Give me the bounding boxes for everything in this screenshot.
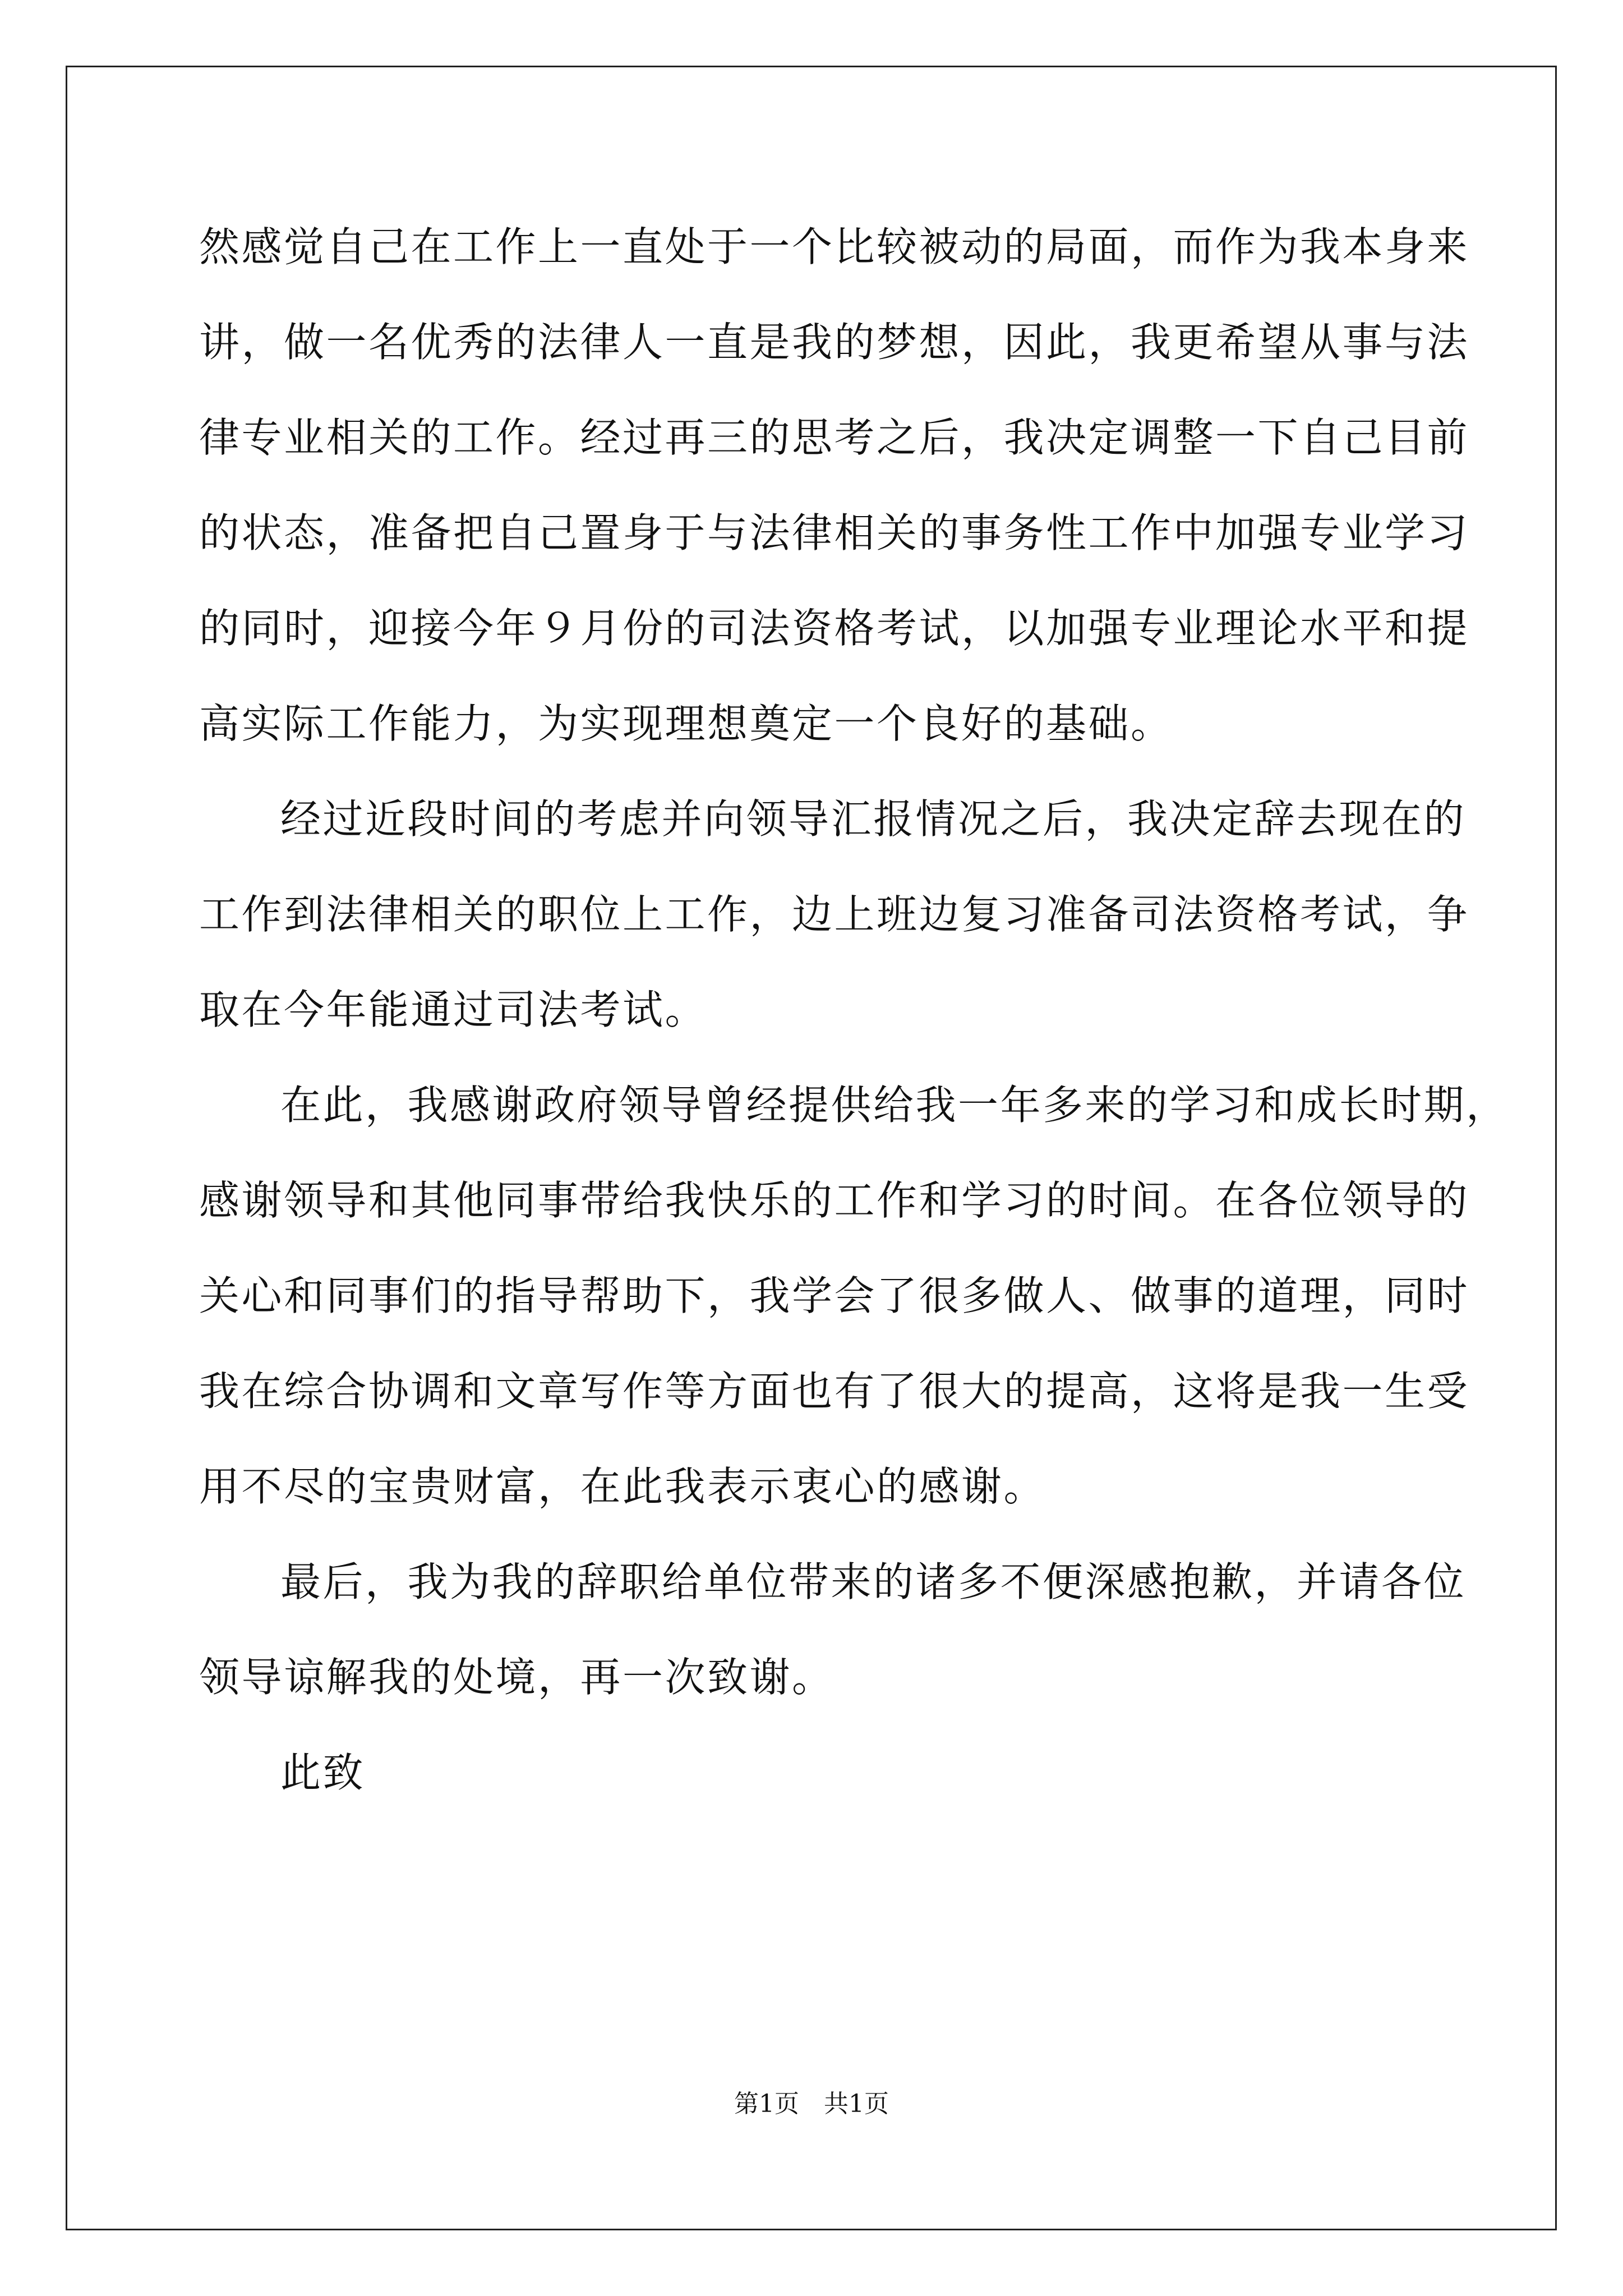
paragraph-1-line-2: 讲，做一名优秀的法律人一直是我的梦想，因此，我更希望从事与法 <box>199 319 1470 366</box>
paragraph-3-line-4: 我在综合协调和文章写作等方面也有了很大的提高，这将是我一生受 <box>199 1368 1470 1415</box>
paragraph-1-line-6: 高实际工作能力，为实现理想奠定一个良好的基础。 <box>199 700 1173 747</box>
paragraph-1-line-5: 的同时，迎接今年９月份的司法资格考试，以加强专业理论水平和提 <box>199 605 1470 652</box>
paragraph-1-line-3: 律专业相关的工作。经过再三的思考之后，我决定调整一下自己目前 <box>199 414 1470 461</box>
paragraph-2-line-3: 取在今年能通过司法考试。 <box>199 986 708 1033</box>
paragraph-2-line-1: 经过近段时间的考虑并向领导汇报情况之后，我决定辞去现在的 <box>280 795 1467 843</box>
paragraph-3-line-3: 关心和同事们的指导帮助下，我学会了很多做人、做事的道理，同时 <box>199 1272 1470 1319</box>
paragraph-1-line-1: 然感觉自己在工作上一直处于一个比较被动的局面，而作为我本身来 <box>199 223 1470 270</box>
paragraph-4-line-2: 领导谅解我的处境，再一次致谢。 <box>199 1654 834 1701</box>
paragraph-1-line-4: 的状态，准备把自己置身于与法律相关的事务性工作中加强专业学习 <box>199 509 1470 556</box>
page-number-footer: 第1页 共1页 <box>734 2090 889 2118</box>
closing-salutation: 此致 <box>280 1749 366 1796</box>
paragraph-3-line-2: 感谢领导和其他同事带给我快乐的工作和学习的时间。在各位领导的 <box>199 1177 1470 1224</box>
paragraph-3-line-1: 在此，我感谢政府领导曾经提供给我一年多来的学习和成长时期， <box>280 1082 1509 1129</box>
paragraph-2-line-2: 工作到法律相关的职位上工作，边上班边复习准备司法资格考试，争 <box>199 891 1470 938</box>
paragraph-3-line-5: 用不尽的宝贵财富，在此我表示衷心的感谢。 <box>199 1463 1046 1510</box>
paragraph-4-line-1: 最后，我为我的辞职给单位带来的诸多不便深感抱歉，并请各位 <box>280 1558 1467 1605</box>
